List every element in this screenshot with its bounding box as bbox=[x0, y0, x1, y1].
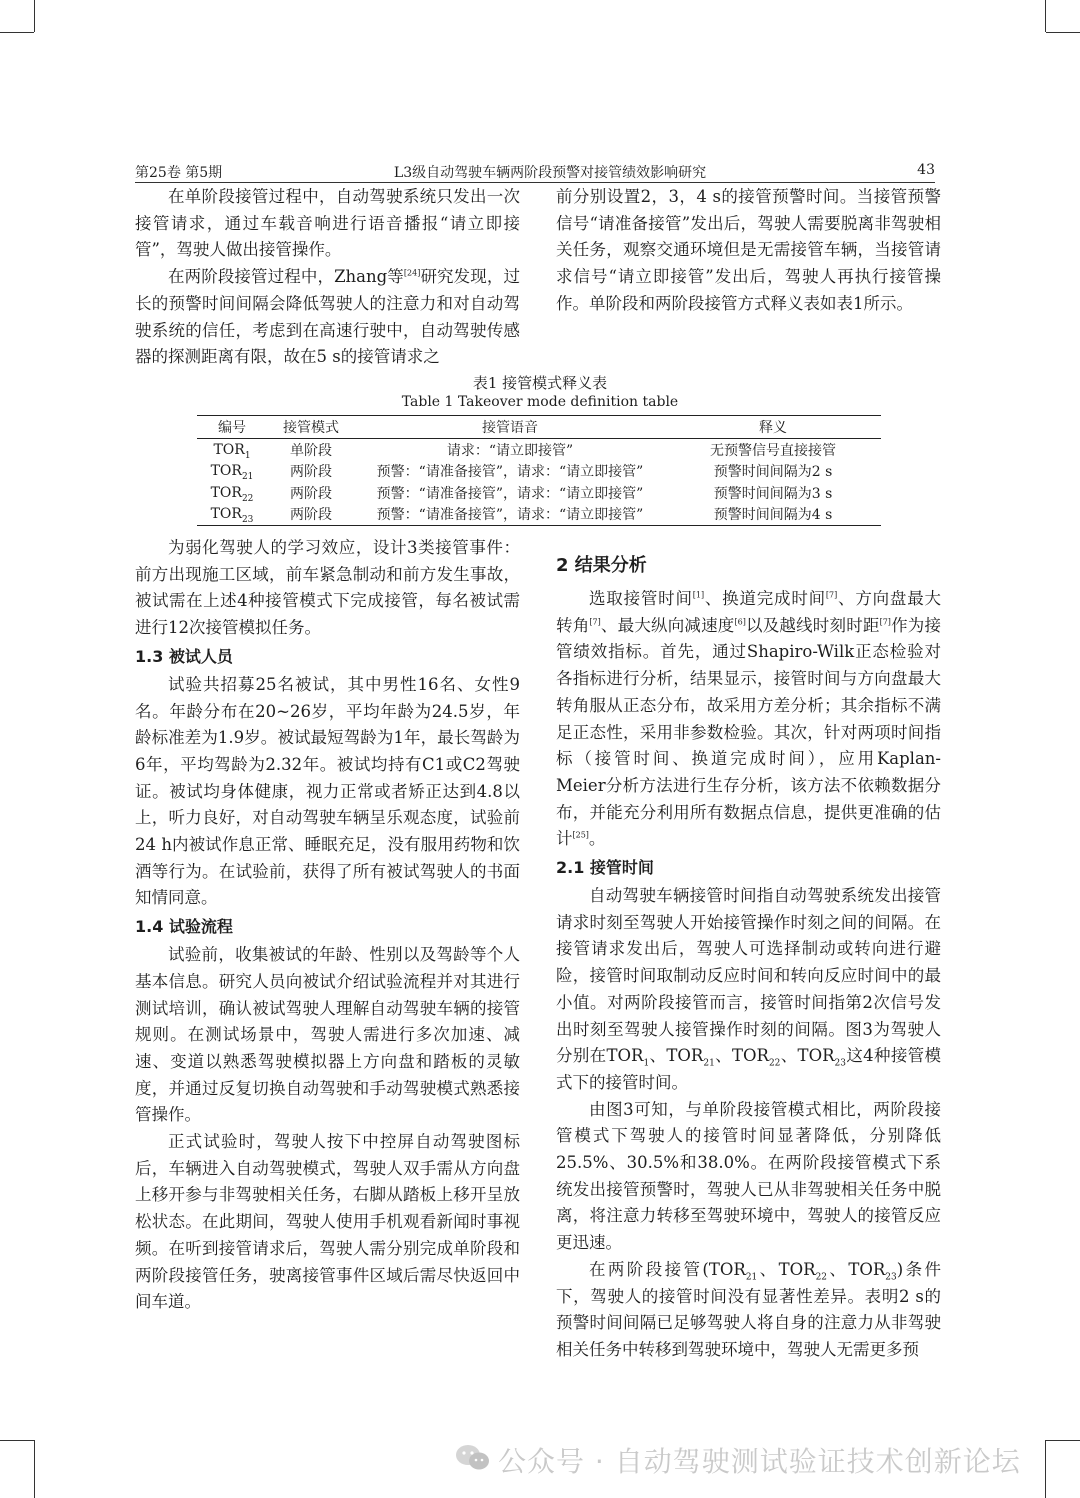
section-heading-2: 2 结果分析 bbox=[556, 555, 647, 576]
journal-volume: 第25卷 第5期 bbox=[135, 165, 223, 181]
table-cell: $TOR_{22}$ bbox=[210, 484, 254, 504]
table-cell: 请求：“请立即接管” bbox=[446, 442, 574, 459]
paragraph: 自动驾驶车辆接管时间指自动驾驶系统发出接管请求时刻至驾驶人开始接管操作时刻之间的间隔。在接管请求发出后，驾驶人可选择制动或转向进行避险，接管时间取制动反应时间和转向反应时间中的最小值。对两阶段接管而言，接管时间指第2次信号发出时刻至驾驶人接管操作时刻的间隔。图3为驾驶人分别在$TOR_1$、$TOR_{21}$、$TOR_{22}$、$TOR_{23}$这4种接管模式下的接管时间。 bbox=[556, 886, 941, 1092]
table-cell: 单阶段 bbox=[290, 442, 332, 459]
left-column-top bbox=[135, 184, 520, 371]
crop-mark bbox=[0, 32, 34, 33]
crop-mark bbox=[1046, 32, 1080, 33]
table-cell: 预警时间间隔为4 s bbox=[665, 504, 881, 526]
table-row bbox=[197, 482, 881, 504]
table-cell: 预警时间间隔为3 s bbox=[713, 485, 833, 502]
wechat-icon bbox=[455, 1443, 491, 1473]
section-heading-1-4: 1.4 试验流程 bbox=[135, 917, 233, 937]
crop-mark bbox=[34, 0, 35, 32]
crop-mark bbox=[0, 1440, 34, 1441]
paragraph: 正式试验时，驾驶人按下中控屏自动驾驶图标后，车辆进入自动驾驶模式，驾驶人双手需从方向盘上移开参与非驾驶相关任务，右脚从踏板上移开呈放松状态。在此期间，驾驶人使用手机观看新闻时事视频。在听到接管请求后，驾驶人需分别完成单阶段和两阶段接管任务，驶离接管事件区域后需尽快返回中间车道。 bbox=[135, 1132, 520, 1312]
right-column-top bbox=[556, 184, 941, 318]
table-cell: 预警：“请准备接管”，请求：“请立即接管” bbox=[376, 464, 644, 481]
crop-mark bbox=[1045, 0, 1046, 32]
watermark: 公众号 · 自动驾驶测试验证技术创新论坛 bbox=[498, 1445, 1021, 1478]
right-column-bottom bbox=[556, 550, 941, 1364]
crop-mark bbox=[34, 1440, 35, 1498]
takeover-mode-table bbox=[197, 415, 881, 526]
table-cell: 预警：“请准备接管”，请求：“请立即接管” bbox=[376, 485, 644, 502]
left-column-bottom bbox=[135, 535, 520, 1316]
paragraph: 在单阶段接管过程中，自动驾驶系统只发出一次接管请求，通过车载音响进行语音播报“请立即接管”，驾驶人做出接管操作。 bbox=[135, 187, 520, 260]
crop-mark bbox=[1046, 1440, 1080, 1441]
paragraph: 在两阶段接管过程中，Zhang等[24]研究发现，过长的预警时间间隔会降低驾驶人的注意力和对自动驾驶系统的信任，考虑到在高速行驶中，自动驾驶传感器的探测距离有限，故在5 s的接管请求之 bbox=[135, 267, 520, 367]
paragraph: 前分别设置2，3，4 s的接管预警时间。当接管预警信号“请准备接管”发出后，驾驶人需要脱离非驾驶相关任务，观察交通环境但是无需接管车辆，当接管请求信号“请立即接管”发出后，驾驶人再执行接管操作。单阶段和两阶段接管方式释义表如表1所示。 bbox=[556, 187, 941, 313]
paragraph: 选取接管时间[1]、换道完成时间[7]、方向盘最大转角[7]、最大纵向减速度[6]以及越线时刻时距[7]作为接管绩效指标。首先，通过Shapiro-Wilk正态检验对各指标进行分析，结果显示，接管时间与方向盘最大转角服从正态分布，故采用方差分析；其余指标不满足正态性，采用非参数检验。其次，针对两项时间指标（接管时间、换道完成时间），应用Kaplan-Meier分析方法进行生存分析，该方法不依赖数据分布，并能充分利用所有数据点信息，提供更准确的估计[25]。 bbox=[556, 589, 942, 849]
paragraph: 试验共招募25名被试，其中男性16名、女性9名。年龄分布在20~26岁，平均年龄为24.5岁，年龄标准差为1.9岁。被试最短驾龄为1年，最长驾龄为6年，平均驾龄为2.32年。被试均持有C1或C2驾驶证。被试均身体健康，视力正常或者矫正达到4.8以上，听力良好，对自动驾驶车辆呈乐观态度，试验前24 h内被试作息正常、睡眠充足，没有服用药物和饮酒等行为。在试验前，获得了所有被试驾驶人的书面知情同意。 bbox=[135, 674, 520, 908]
table-cell: 预警时间间隔为2 s bbox=[713, 464, 833, 481]
section-heading-1-3: 1.3 被试人员 bbox=[135, 646, 233, 666]
table-cell: $TOR_{21}$ bbox=[210, 463, 254, 483]
table-header-cell: 接管模式 bbox=[267, 416, 355, 439]
running-header bbox=[135, 160, 935, 183]
page-number: 43 bbox=[917, 162, 935, 178]
table-header-row bbox=[197, 416, 881, 439]
table-cell: 两阶段 bbox=[267, 504, 355, 526]
table-cell: 无预警信号直接接管 bbox=[710, 442, 836, 459]
table-row bbox=[197, 504, 881, 526]
table-caption-en: Table 1 Takeover mode definition table bbox=[401, 394, 679, 410]
crop-mark bbox=[1045, 1440, 1046, 1498]
table-header-cell: 释义 bbox=[665, 416, 881, 439]
table-cell: $TOR_{23}$ bbox=[197, 504, 267, 526]
table-cell: 预警：“请准备接管”，请求：“请立即接管” bbox=[355, 504, 665, 526]
table-header-cell: 接管语音 bbox=[355, 416, 665, 439]
paragraph: 在两阶段接管($TOR_{21}$、$TOR_{22}$、$TOR_{23}$)条件下，驾驶人的接管时间没有显著性差异。表明2 s的预警时间间隔已足够驾驶人将自身的注意力从非驾驶相关任务中转移到驾驶环境中，驾驶人无需更多预 bbox=[556, 1259, 941, 1359]
table-row bbox=[197, 439, 881, 461]
table-cell: 两阶段 bbox=[290, 485, 332, 502]
section-heading-2-1: 2.1 接管时间 bbox=[556, 858, 654, 878]
table-cell: $TOR_1$ bbox=[213, 441, 251, 461]
table-header-cell: 编号 bbox=[197, 416, 267, 439]
table-row bbox=[197, 461, 881, 483]
paragraph: 试验前，收集被试的年龄、性别以及驾龄等个人基本信息。研究人员向被试介绍试验流程并对其进行测试培训，确认被试驾驶人理解自动驾驶车辆的接管规则。在测试场景中，驾驶人需进行多次加速、减速、变道以熟悉驾驶模拟器上方向盘和踏板的灵敏度，并通过反复切换自动驾驶和手动驾驶模式熟悉接管操作。 bbox=[135, 945, 520, 1125]
table-cell: 两阶段 bbox=[290, 464, 332, 481]
table-caption-cn: 表1 接管模式释义表 bbox=[472, 374, 608, 392]
paragraph: 为弱化驾驶人的学习效应，设计3类接管事件：前方出现施工区域，前车紧急制动和前方发生事故，被试需在上述4种接管模式下完成接管，每名被试需进行12次接管模拟任务。 bbox=[135, 538, 520, 638]
paragraph: 由图3可知，与单阶段接管模式相比，两阶段接管模式下驾驶人的接管时间显著降低，分别降低25.5%、30.5%和38.0%。在两阶段接管模式下系统发出接管预警时，驾驶人已从非驾驶相关任务中脱离，将注意力转移至驾驶环境中，驾驶人的接管反应更迅速。 bbox=[556, 1099, 941, 1253]
paper-title-header: L3级自动驾驶车辆两阶段预警对接管绩效影响研究 bbox=[393, 165, 707, 181]
